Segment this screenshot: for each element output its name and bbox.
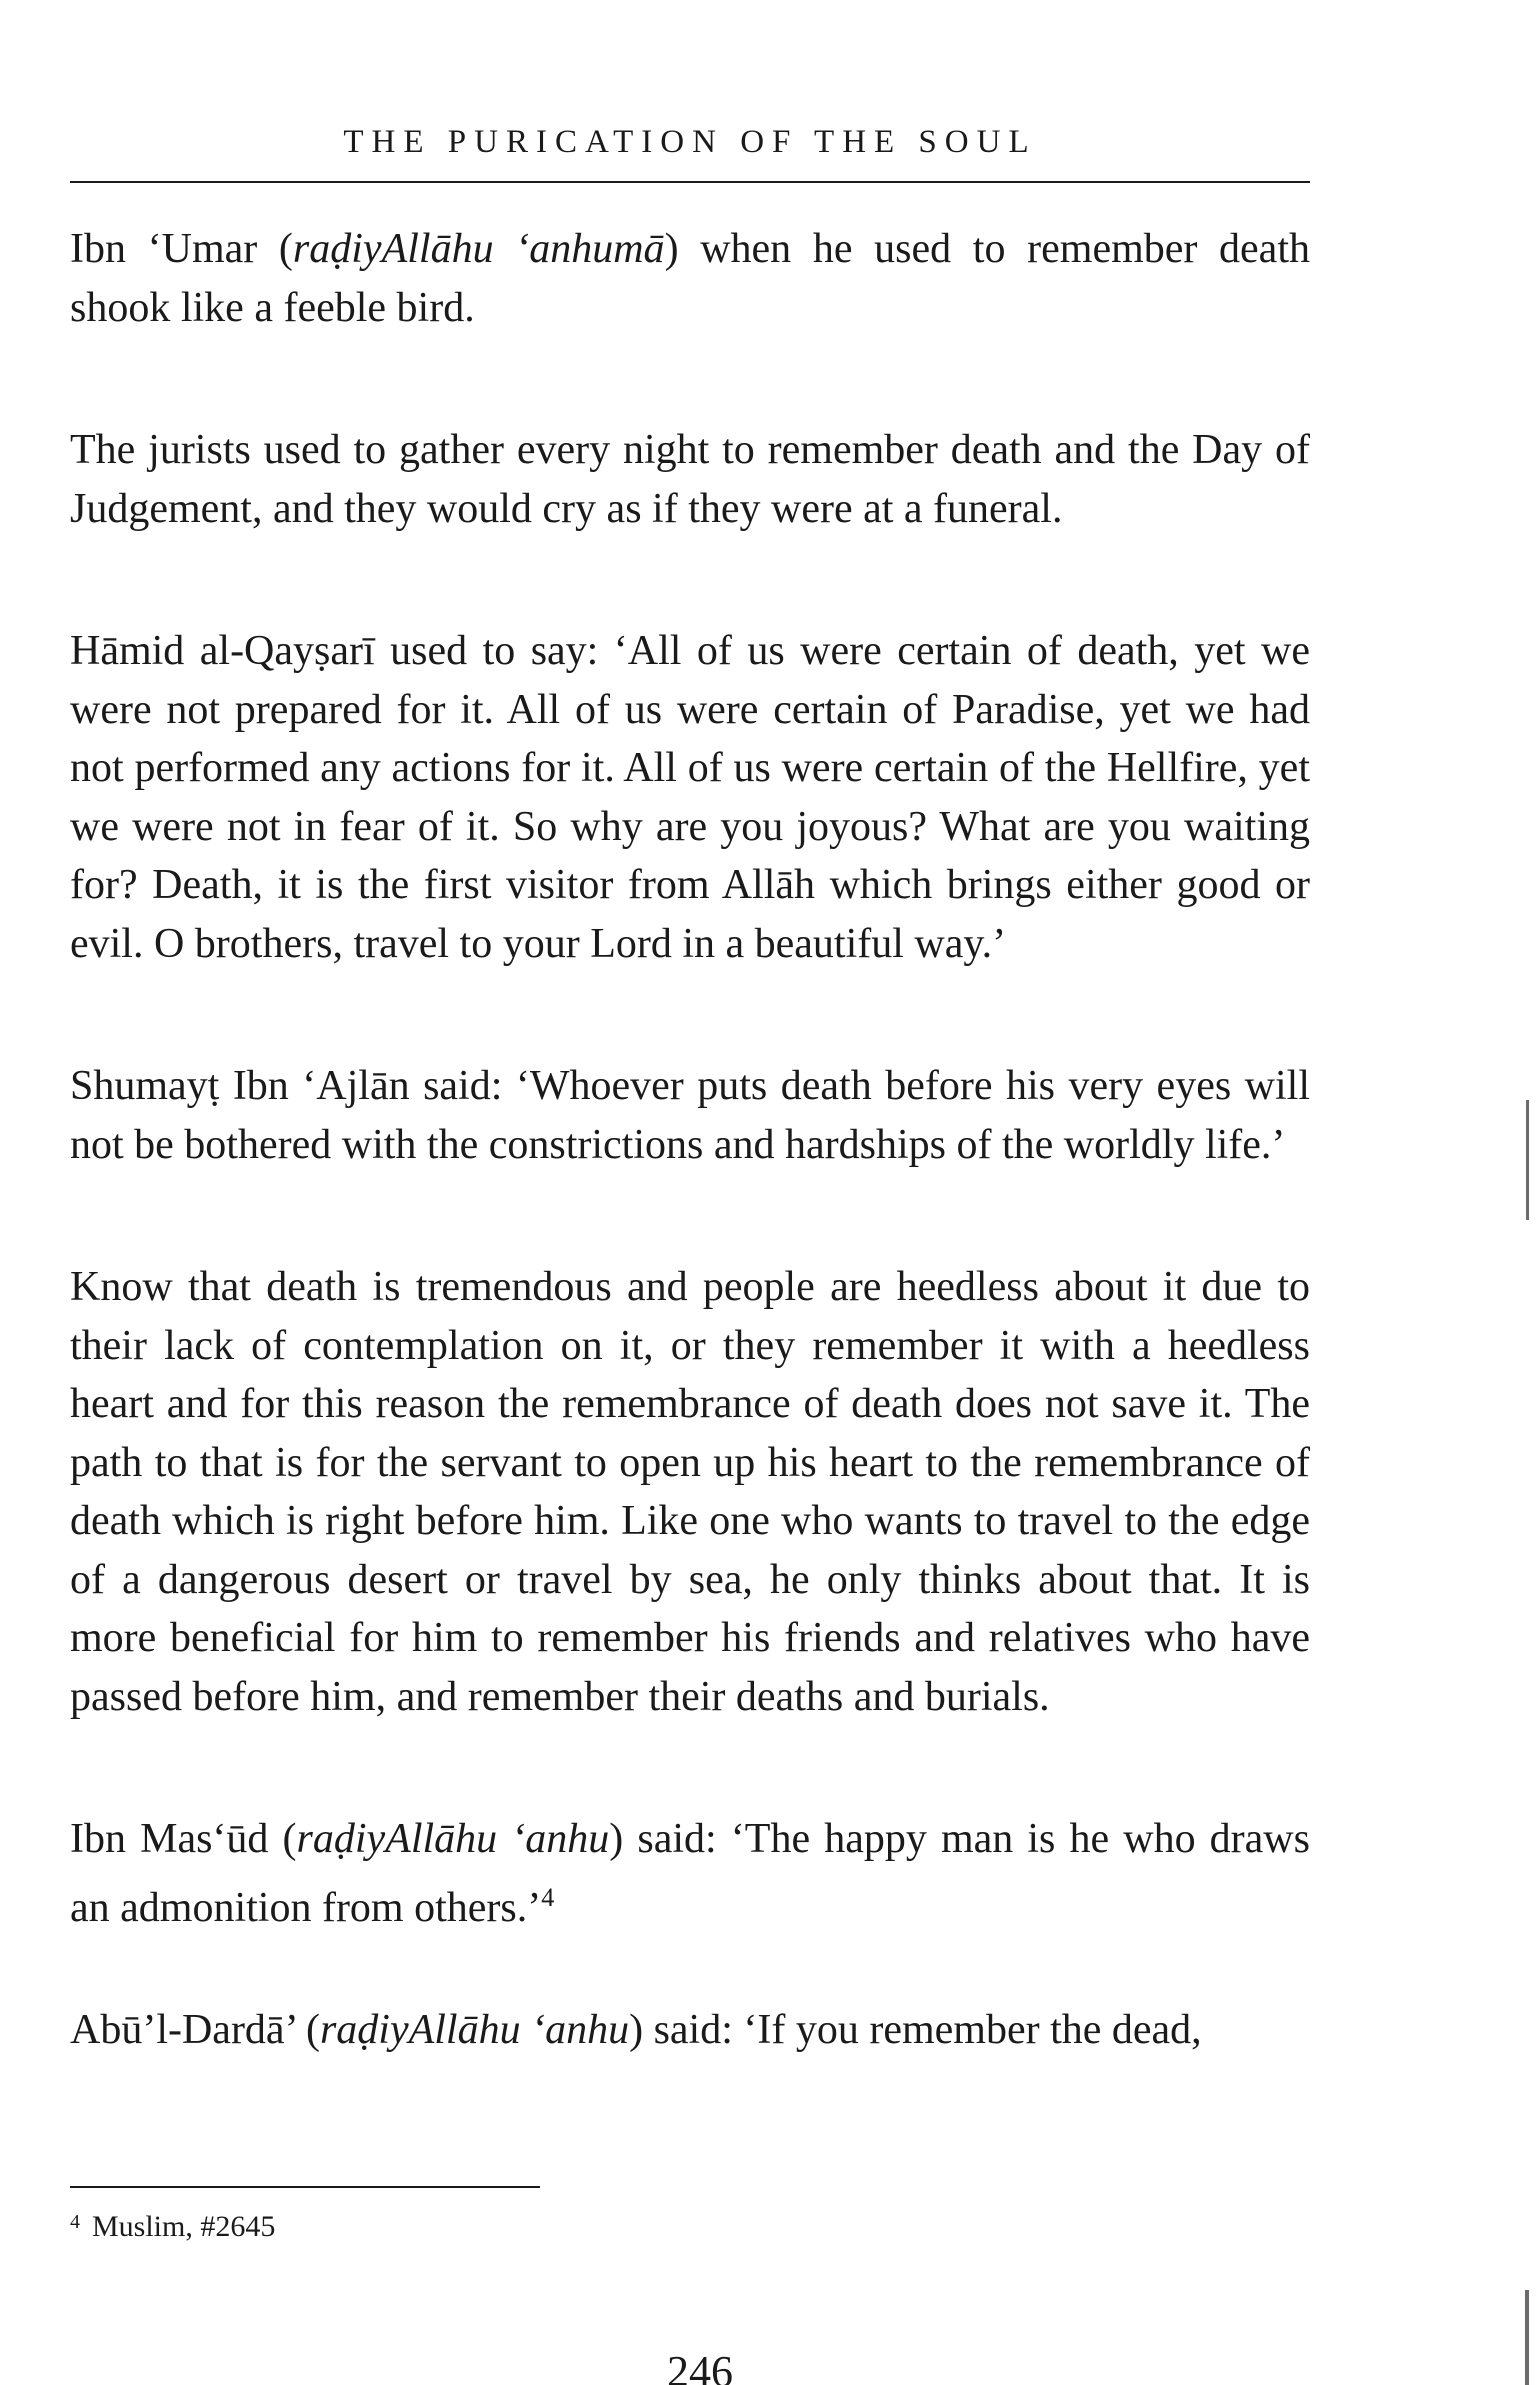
paragraph-ibn-umar: Ibn ‘Umar (raḍiyAllāhu ‘anhumā) when he used to remember death shook like a feeble bird.: [70, 226, 1310, 331]
footnote: [70, 2203, 275, 2246]
paragraph-jurists: The jurists used to gather every night to remember death and the Day of Judgement, and they would cry as if they were at a funeral.: [70, 427, 1310, 532]
paragraph-hamid: Hāmid al-Qayṣarī used to say: ‘All of us were certain of death, yet we were not prepared for it. All of us were certain of Paradise, yet we had not performed any actions for it. All of us were certain of the Hellfire, yet we were not in fear of it. So why are you joyous? What are you waiting for? Death, it is the first visitor from Allāh which brings either good or evil. O brothers, travel to your Lord in a beautiful way.’: [70, 628, 1310, 967]
paragraph-abu-darda: Abū’l-Dardā’ (raḍiyAllāhu ‘anhu) said: ‘If you remember the dead,: [70, 2007, 1202, 2053]
paragraph-ibn-masud: Ibn Mas‘ūd (raḍiyAllāhu ‘anhu) said: ‘The happy man is he who draws an admonition from others.’$^4$: [70, 1816, 1310, 1931]
paragraph-know-death: Know that death is tremendous and people are heedless about it due to their lack of contemplation on it, or they remember it with a heedless heart and for this reason the remembrance of death does not save it. The path to that is for the servant to open up his heart to the remembrance of death which is right before him. Like one who wants to travel to the edge of a dangerous desert or travel by sea, he only thinks about that. It is more beneficial for him to remember his friends and relatives who have passed before him, and remember their deaths and burials.: [70, 1264, 1310, 1720]
footnote-rule: [70, 2186, 540, 2188]
page-number: 246: [667, 2350, 733, 2385]
scan-edge-mark: [1526, 1100, 1529, 1220]
footnote-text: Muslim, #2645: [92, 2210, 276, 2243]
header-rule: [70, 181, 1310, 183]
body-text: [70, 220, 1310, 2060]
honorific: raḍiyAllāhu ‘anhu: [296, 1816, 610, 1862]
honorific: raḍiyAllāhu ‘anhumā: [292, 226, 665, 272]
honorific: raḍiyAllāhu ‘anhu: [319, 2007, 630, 2053]
footnote-marker: 4: [70, 2211, 80, 2233]
page-number-wrap: [600, 2350, 800, 2385]
running-head: THE PURICATION OF THE SOUL: [343, 124, 1037, 160]
paragraph-shumayt: Shumayṭ Ibn ‘Ajlān said: ‘Whoever puts death before his very eyes will not be bothered with the constrictions and hardships of the worldly life.’: [70, 1063, 1310, 1168]
footnote-ref[interactable]: 4: [541, 1882, 555, 1912]
scan-edge-mark: [1525, 2290, 1529, 2385]
